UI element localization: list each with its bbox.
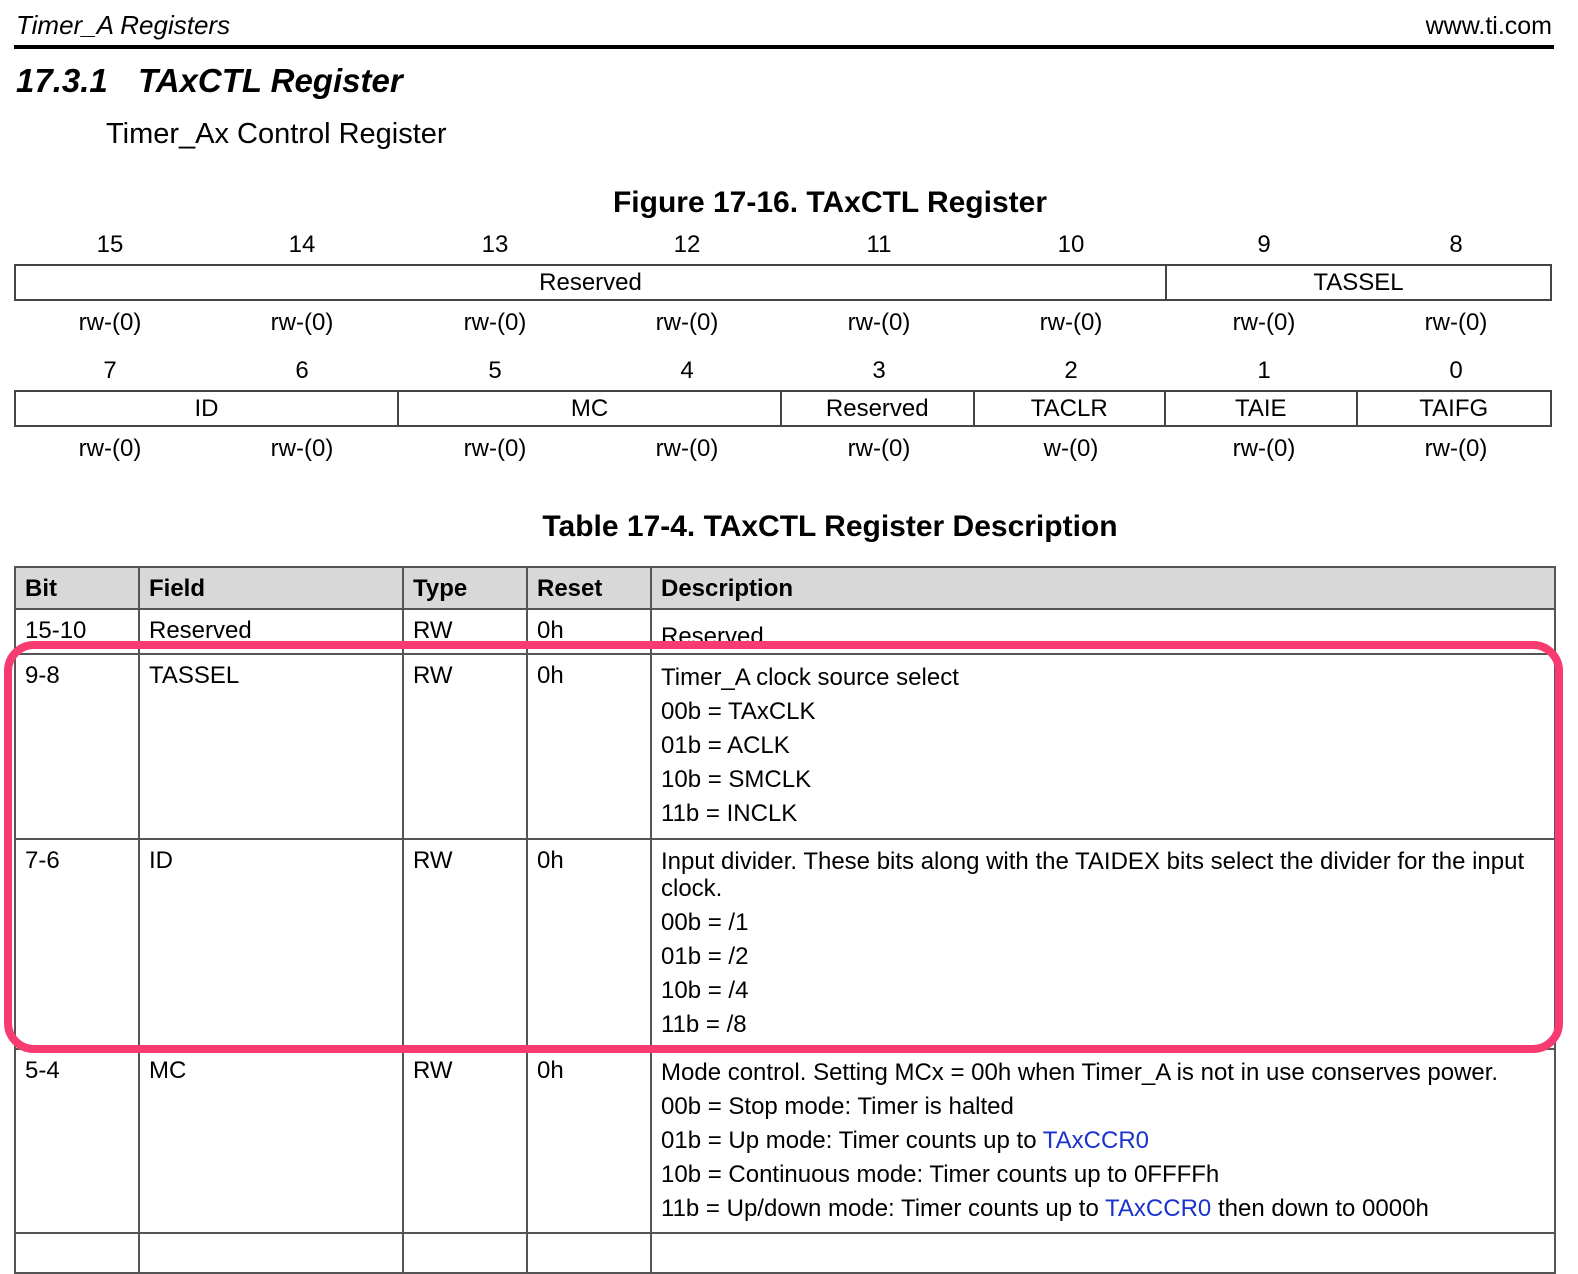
field-reserved-upper: Reserved bbox=[16, 266, 1167, 299]
highlight-annotation bbox=[4, 641, 1563, 1053]
field-tassel: TASSEL bbox=[1313, 268, 1404, 296]
field-id: ID bbox=[16, 392, 399, 425]
access-type: rw-(0) bbox=[1232, 435, 1296, 462]
access-type: rw-(0) bbox=[1424, 309, 1488, 336]
access-type: rw-(0) bbox=[847, 309, 911, 336]
cell-field: MC bbox=[139, 1049, 403, 1233]
description-line: 10b = Continuous mode: Timer counts up to 0FFFFh bbox=[661, 1161, 1220, 1188]
cell-type: RW bbox=[403, 839, 527, 1049]
table-row-partial bbox=[15, 1233, 1555, 1273]
table-row bbox=[15, 1049, 1555, 1233]
bit-number: 13 bbox=[481, 231, 509, 258]
cell-type: RW bbox=[403, 654, 527, 839]
description-line: 11b = INCLK bbox=[661, 800, 798, 827]
header-rule bbox=[14, 45, 1554, 49]
bit-number: 3 bbox=[872, 357, 886, 384]
figure-title: Figure 17-16. TAxCTL Register bbox=[612, 186, 1047, 219]
description-line bbox=[661, 1124, 1554, 1158]
column-header-type: Type bbox=[403, 567, 527, 609]
register-row-upper bbox=[14, 264, 1552, 301]
cell-field: TASSEL bbox=[139, 654, 403, 839]
bit-number: 6 bbox=[295, 357, 309, 384]
column-header-field: Field bbox=[139, 567, 403, 609]
access-type: rw-(0) bbox=[78, 435, 142, 462]
cell-empty bbox=[651, 1233, 1555, 1273]
bit-number: 15 bbox=[96, 231, 124, 258]
access-type: rw-(0) bbox=[847, 435, 911, 462]
bit-number: 11 bbox=[866, 231, 892, 258]
field-taclr: TACLR bbox=[975, 392, 1167, 425]
description-line: Reserved bbox=[661, 623, 764, 650]
cell-field: Reserved bbox=[139, 609, 403, 654]
taxccr0-link[interactable]: TAxCCR0 bbox=[1042, 1127, 1150, 1154]
access-type: rw-(0) bbox=[270, 435, 334, 462]
description-line: 11b = /8 bbox=[661, 1011, 747, 1038]
cell-bit: 7-6 bbox=[15, 839, 139, 1049]
access-type: w-(0) bbox=[1043, 435, 1099, 462]
bit-number: 7 bbox=[103, 357, 117, 384]
cell-bit: 9-8 bbox=[15, 654, 139, 839]
access-type: rw-(0) bbox=[655, 309, 719, 336]
cell-description bbox=[651, 1049, 1555, 1233]
access-type: rw-(0) bbox=[78, 309, 142, 336]
cell-empty bbox=[139, 1233, 403, 1273]
cell-type: RW bbox=[403, 1049, 527, 1233]
cell-empty bbox=[15, 1233, 139, 1273]
bit-number: 1 bbox=[1257, 357, 1271, 384]
description-text: 11b = Up/down mode: Timer counts up to bbox=[661, 1195, 1106, 1222]
description-line: 00b = Stop mode: Timer is halted bbox=[661, 1093, 1014, 1120]
column-header-bit: Bit bbox=[15, 567, 139, 609]
site-url[interactable]: www.ti.com bbox=[1425, 12, 1552, 40]
cell-reset: 0h bbox=[527, 609, 651, 654]
bit-number: 10 bbox=[1057, 231, 1085, 258]
access-type: rw-(0) bbox=[655, 435, 719, 462]
bit-number: 9 bbox=[1257, 231, 1271, 258]
taxccr0-link[interactable]: TAxCCR0 bbox=[1105, 1195, 1212, 1222]
bit-number: 8 bbox=[1449, 231, 1463, 258]
access-type: rw-(0) bbox=[1039, 309, 1103, 336]
table-title: Table 17-4. TAxCTL Register Description bbox=[542, 510, 1118, 543]
description-line: Mode control. Setting MCx = 00h when Timer_A is not in use conserves power. bbox=[661, 1059, 1499, 1086]
access-type: rw-(0) bbox=[463, 435, 527, 462]
chapter-title: Timer_A Registers bbox=[16, 10, 231, 40]
field-reserved-lower: Reserved bbox=[782, 392, 975, 425]
description-line: 10b = /4 bbox=[661, 977, 749, 1004]
description-text: then down to 0000h bbox=[1217, 1195, 1429, 1222]
bit-number: 2 bbox=[1064, 357, 1078, 384]
cell-field: ID bbox=[139, 839, 403, 1049]
cell-reset: 0h bbox=[527, 654, 651, 839]
table-header-row bbox=[15, 567, 1555, 609]
field-taie: TAIE bbox=[1166, 392, 1358, 425]
section-number: 17.3.1 bbox=[16, 62, 108, 99]
description-line: 00b = /1 bbox=[661, 909, 749, 936]
bit-number: 14 bbox=[288, 231, 316, 258]
bit-number: 4 bbox=[680, 357, 694, 384]
access-type: rw-(0) bbox=[463, 309, 527, 336]
description-line bbox=[661, 1192, 1554, 1226]
field-taifg: TAIFG bbox=[1419, 394, 1489, 422]
cell-empty bbox=[403, 1233, 527, 1273]
description-line: Timer_A clock source select bbox=[661, 664, 959, 691]
cell-empty bbox=[527, 1233, 651, 1273]
register-row-lower bbox=[14, 390, 1552, 427]
section-subtitle: Timer_Ax Control Register bbox=[106, 118, 447, 150]
bit-number: 12 bbox=[673, 231, 701, 258]
description-text: 01b = Up mode: Timer counts up to bbox=[661, 1127, 1043, 1154]
access-type: rw-(0) bbox=[1232, 309, 1296, 336]
column-header-description: Description bbox=[651, 567, 1555, 609]
bit-number: 5 bbox=[488, 357, 502, 384]
description-line: 01b = ACLK bbox=[661, 732, 790, 759]
access-type: rw-(0) bbox=[1424, 435, 1488, 462]
cell-reset: 0h bbox=[527, 839, 651, 1049]
description-line: Input divider. These bits along with the TAIDEX bits select the divider for the input clock. bbox=[661, 848, 1525, 902]
cell-bit: 15-10 bbox=[15, 609, 139, 654]
section-title: TAxCTL Register bbox=[138, 62, 403, 99]
field-mc: MC bbox=[399, 392, 782, 425]
column-header-reset: Reset bbox=[527, 567, 651, 609]
access-type: rw-(0) bbox=[270, 309, 334, 336]
description-line: 00b = TAxCLK bbox=[661, 698, 816, 725]
cell-bit: 5-4 bbox=[15, 1049, 139, 1233]
cell-reset: 0h bbox=[527, 1049, 651, 1233]
bit-number: 0 bbox=[1449, 357, 1463, 384]
description-line: 01b = /2 bbox=[661, 943, 749, 970]
cell-type: RW bbox=[403, 609, 527, 654]
description-line: 10b = SMCLK bbox=[661, 766, 812, 793]
